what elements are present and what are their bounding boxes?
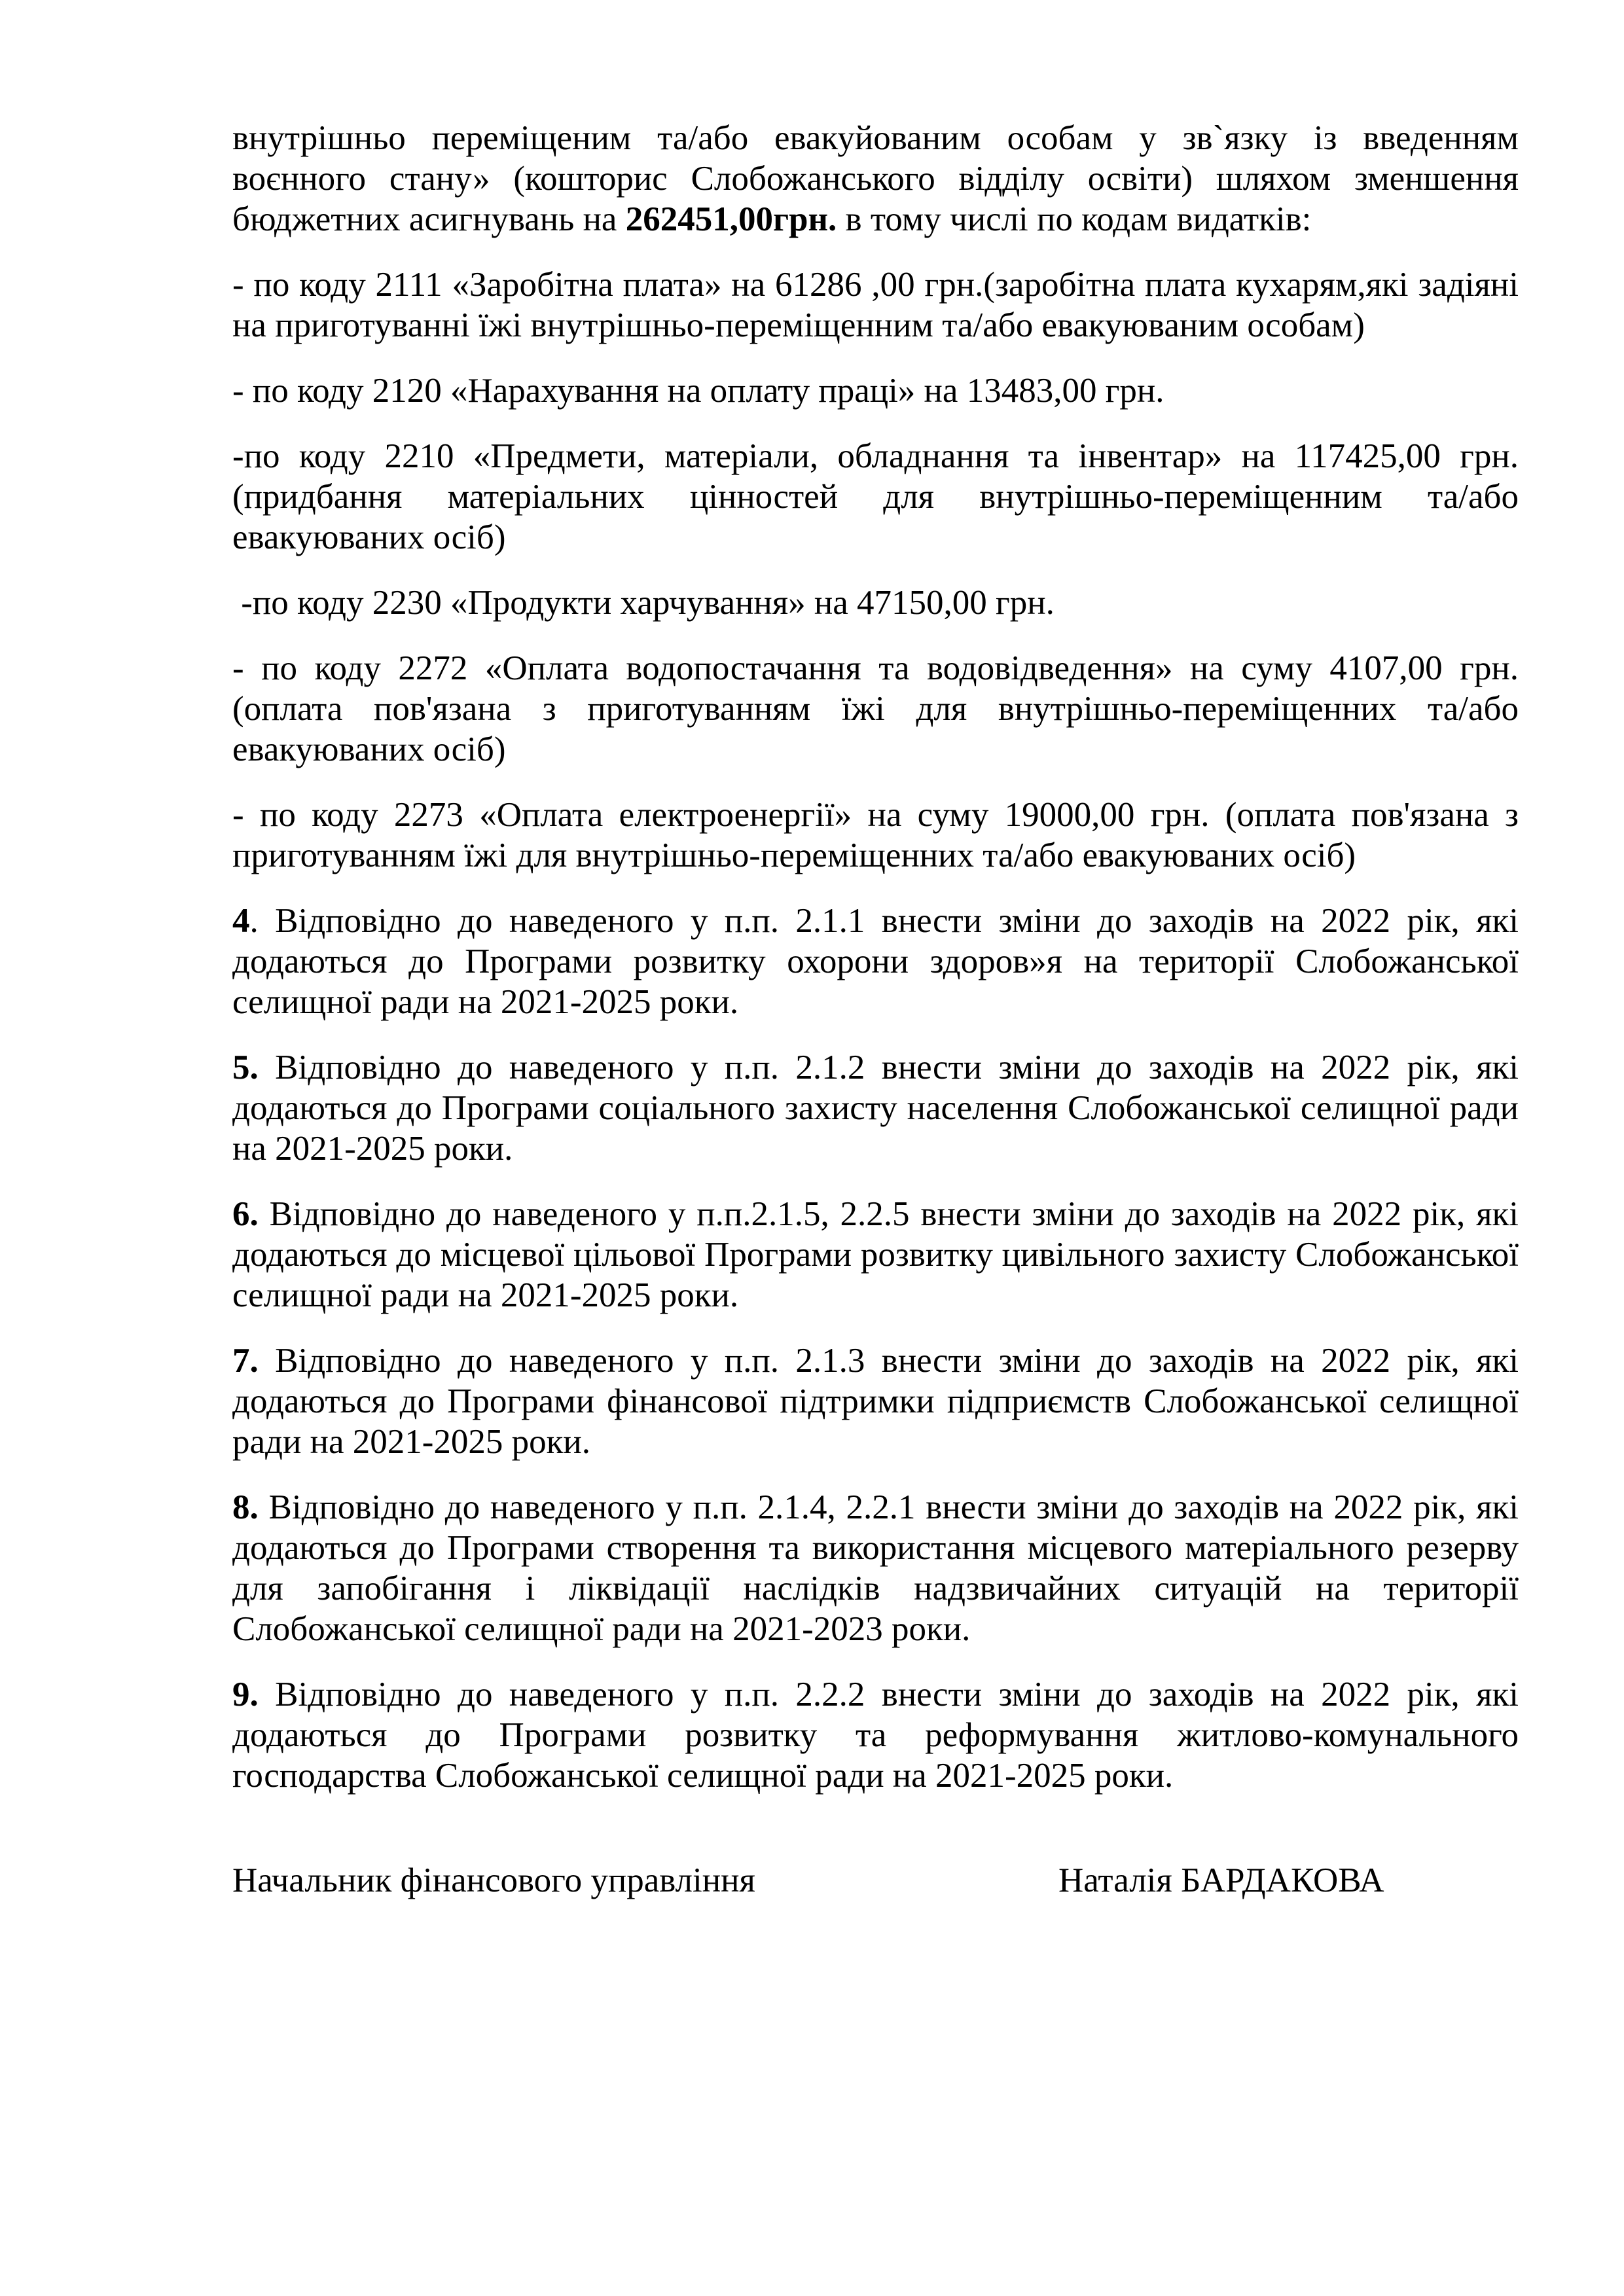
item-number: 9.	[232, 1676, 259, 1713]
signatory-position: Начальник фінансового управління	[232, 1861, 755, 1899]
code-2111-paragraph: - по коду 2111 «Заробітна плата» на 61286 ,00 грн.(заробітна плата кухарям,які задіяні на приготуванні їжі внутрішньо-переміщенним та/або евакуюваним особам)	[232, 266, 1519, 344]
item-number: 5.	[232, 1049, 259, 1086]
item-8-paragraph	[232, 1487, 1519, 1649]
item-text: Відповідно до наведеного у п.п. 2.1.2 внести зміни до заходів на 2022 рік, які додаються до Програми соціального захисту населення Слобожанської селищної ради на 2021-2025 роки.	[232, 1049, 1519, 1168]
intro-paragraph	[232, 118, 1519, 240]
code-2272-paragraph: - по коду 2272 «Оплата водопостачання та водовідведення» на суму 4107,00 грн.(оплата пов'язана з приготуванням їжі для внутрішньо-переміщенних та/або евакуюваних осіб)	[232, 649, 1519, 768]
code-2210-paragraph: -по коду 2210 «Предмети, матеріали, обладнання та інвентар» на 117425,00 грн.(придбання матеріальних цінностей для внутрішньо-переміщенним та/або евакуюваних осіб)	[232, 437, 1519, 556]
item-text: Відповідно до наведеного у п.п. 2.1.4, 2.2.1 внести зміни до заходів на 2022 рік, які додаються до Програми створення та використання місцевого матеріального резерву для запобігання і ліквідації наслідків надзвичайних ситуацій на території Слобожанської селищної ради на 2021-2023 роки.	[232, 1488, 1519, 1648]
item-9-paragraph	[232, 1674, 1519, 1796]
item-6-paragraph	[232, 1194, 1519, 1316]
item-number: 6.	[232, 1195, 259, 1233]
code-2273-paragraph: - по коду 2273 «Оплата електроенергії» на суму 19000,00 грн. (оплата пов'язана з приготуванням їжі для внутрішньо-переміщенних та/або евакуюваних осіб)	[232, 796, 1519, 874]
item-number: 7.	[232, 1342, 259, 1380]
item-5-paragraph	[232, 1047, 1519, 1169]
item-text: Відповідно до наведеного у п.п.2.1.5, 2.2.5 внести зміни до заходів на 2022 рік, які додаються до місцевої цільової Програми розвитку цивільного захисту Слобожанської селищної ради на 2021-2025 роки.	[232, 1195, 1519, 1314]
item-4-paragraph	[232, 901, 1519, 1022]
item-text: Відповідно до наведеного у п.п. 2.2.2 внести зміни до заходів на 2022 рік, які додаються до Програми розвитку та реформування житлово-комунального господарства Слобожанської селищної ради на 2021-2025 роки.	[232, 1676, 1519, 1795]
item-number: 4	[232, 902, 250, 940]
item-text: . Відповідно до наведеного у п.п. 2.1.1 внести зміни до заходів на 2022 рік, які додаються до Програми розвитку охорони здоров»я на території Слобожанської селищної ради на 2021-2025 роки.	[232, 902, 1519, 1021]
document-body	[232, 118, 1519, 1821]
code-2230-paragraph: -по коду 2230 «Продукти харчування» на 47150,00 грн.	[232, 584, 1055, 622]
item-text: Відповідно до наведеного у п.п. 2.1.3 внести зміни до заходів на 2022 рік, які додаються до Програми фінансової підтримки підприємств Слобожанської селищної ради на 2021-2025 роки.	[232, 1342, 1519, 1461]
code-2120-paragraph: - по коду 2120 «Нарахування на оплату праці» на 13483,00 грн.	[232, 372, 1164, 410]
signatory-name: Наталія БАРДАКОВА	[1058, 1861, 1384, 1899]
item-number: 8.	[232, 1488, 259, 1526]
item-7-paragraph	[232, 1340, 1519, 1462]
intro-text-end: в тому числі по кодам видатків:	[837, 200, 1312, 238]
total-amount: 262451,00грн.	[625, 200, 837, 238]
intro-text: внутрішньо переміщеним та/або евакуйованим особам у зв`язку із введенням воєнного стану» (кошторис Слобожанського відділу освіти) шляхом зменшення бюджетних асигнувань на	[232, 119, 1519, 238]
